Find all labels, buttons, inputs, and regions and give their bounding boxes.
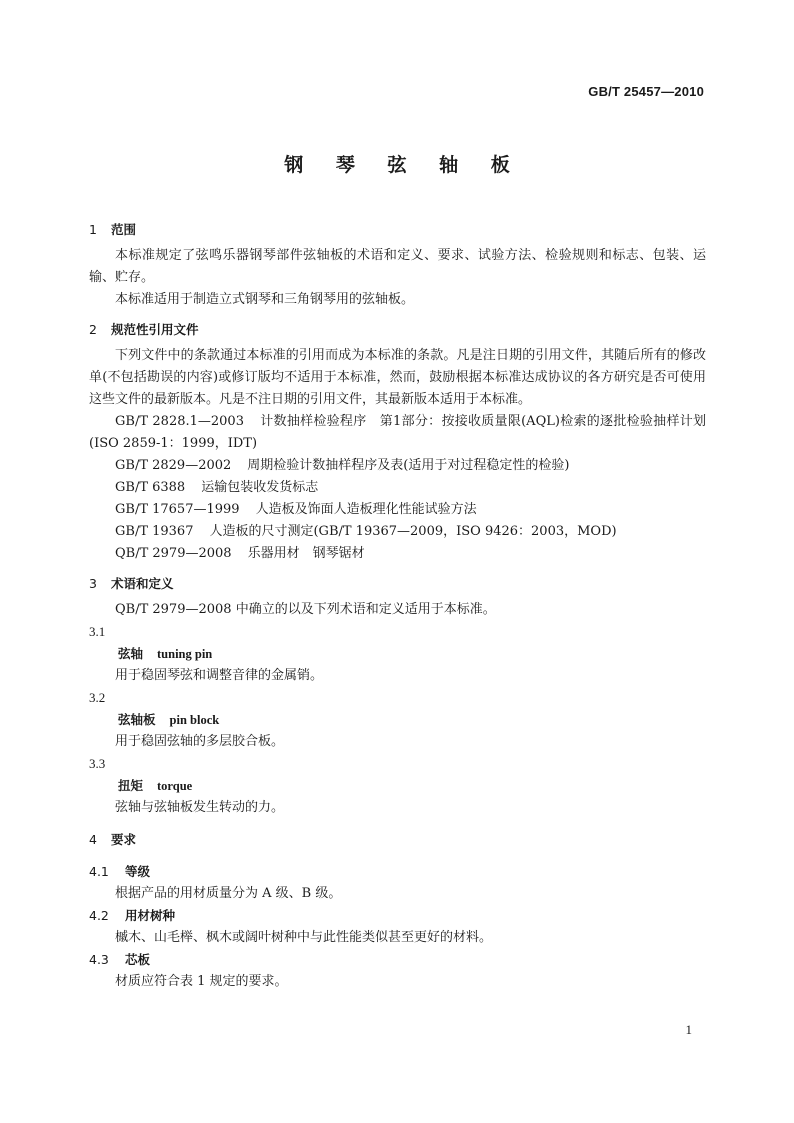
scope-paragraph-1: 本标准规定了弦鸣乐器钢琴部件弦轴板的术语和定义、要求、试验方法、检验规则和标志、包装、运输、贮存。 xyxy=(89,248,706,285)
section-heading-scope xyxy=(89,219,706,241)
term-definition: 弦轴与弦轴板发生转动的力。 xyxy=(115,800,285,815)
section-number: 3 xyxy=(89,576,97,591)
term-chinese: 弦轴 xyxy=(118,646,144,661)
subsection-heading-grade xyxy=(89,861,706,883)
subsection-text: 材质应符合表 1 规定的要求。 xyxy=(115,974,288,989)
subsection-title: 等级 xyxy=(125,864,151,879)
section-number: 4 xyxy=(89,832,97,847)
subsection-text: 槭木、山毛榉、枫木或阔叶树种中与此性能类似甚至更好的材料。 xyxy=(115,930,493,945)
reference-title: 周期检验计数抽样程序及表(适用于对过程稳定性的检验) xyxy=(247,458,570,473)
terms-intro: QB/T 2979—2008 中确立的以及下列术语和定义适用于本标准。 xyxy=(115,602,496,617)
standard-number: GB/T 25457—2010 xyxy=(588,84,704,99)
term-definition: 用于稳固琴弦和调整音律的金属销。 xyxy=(115,668,324,683)
document-title: 钢 琴 弦 轴 板 xyxy=(284,154,523,176)
section-title: 要求 xyxy=(111,832,137,847)
term-entry xyxy=(89,775,706,797)
subsection-number: 4.2 xyxy=(89,908,109,923)
reference-item xyxy=(89,477,706,499)
subsection-heading-core-board xyxy=(89,949,706,971)
references-intro: 下列文件中的条款通过本标准的引用而成为本标准的条款。凡是注日期的引用文件，其随后所有的修改单(不包括勘误的内容)或修订版均不适用于本标准，然而，鼓励根据本标准达成协议的各方研究是否可使用这些文件的最新版本。凡是不注日期的引用文件，其最新版本适用于本标准。 xyxy=(89,348,706,407)
reference-item xyxy=(89,521,706,543)
section-heading-requirements xyxy=(89,829,706,851)
reference-title: 乐器用材 钢琴锯材 xyxy=(247,546,365,561)
reference-item xyxy=(89,543,706,565)
section-title: 规范性引用文件 xyxy=(111,322,199,337)
reference-code: GB/T 2829—2002 xyxy=(115,458,232,473)
subsection-title: 用材树种 xyxy=(125,908,176,923)
reference-code: GB/T 2828.1—2003 xyxy=(115,414,244,429)
reference-code: GB/T 17657—1999 xyxy=(115,502,240,517)
subsection-number: 4.3 xyxy=(89,952,109,967)
term-english: pin block xyxy=(169,713,220,727)
term-entry xyxy=(89,709,706,731)
section-title: 术语和定义 xyxy=(111,576,174,591)
reference-title: 人造板及饰面人造板理化性能试验方法 xyxy=(255,502,477,517)
term-entry xyxy=(89,643,706,665)
term-chinese: 弦轴板 xyxy=(118,712,156,727)
term-definition: 用于稳固弦轴的多层胶合板。 xyxy=(115,734,285,749)
term-number: 3.1 xyxy=(89,624,106,639)
term-chinese: 扭矩 xyxy=(118,778,144,793)
reference-title: 计数抽样检验程序 第1部分：按接收质量限(AQL)检索的逐批检验抽样计划(ISO 2859-1：1999，IDT) xyxy=(89,414,707,451)
term-number: 3.2 xyxy=(89,690,106,705)
section-title: 范围 xyxy=(111,222,137,237)
reference-code: GB/T 19367 xyxy=(115,524,194,539)
section-number: 1 xyxy=(89,222,97,237)
reference-item xyxy=(89,455,706,477)
scope-paragraph-2: 本标准适用于制造立式钢琴和三角钢琴用的弦轴板。 xyxy=(115,292,415,307)
section-number: 2 xyxy=(89,322,97,337)
term-english: tuning pin xyxy=(157,647,213,661)
document-body xyxy=(89,219,706,993)
section-heading-terms xyxy=(89,573,706,595)
section-heading-normative-references xyxy=(89,319,706,341)
subsection-text: 根据产品的用材质量分为 A 级、B 级。 xyxy=(115,886,342,901)
reference-item xyxy=(89,499,706,521)
reference-code: GB/T 6388 xyxy=(115,480,186,495)
reference-item xyxy=(89,411,706,455)
reference-code: QB/T 2979—2008 xyxy=(115,546,232,561)
subsection-title: 芯板 xyxy=(125,952,151,967)
reference-title: 运输包装收发货标志 xyxy=(201,480,319,495)
reference-title: 人造板的尺寸测定(GB/T 19367—2009，ISO 9426：2003，MOD) xyxy=(209,524,617,539)
page-number: 1 xyxy=(685,1022,692,1037)
term-english: torque xyxy=(157,779,193,793)
term-number: 3.3 xyxy=(89,756,106,771)
subsection-number: 4.1 xyxy=(89,864,109,879)
subsection-heading-wood-species xyxy=(89,905,706,927)
